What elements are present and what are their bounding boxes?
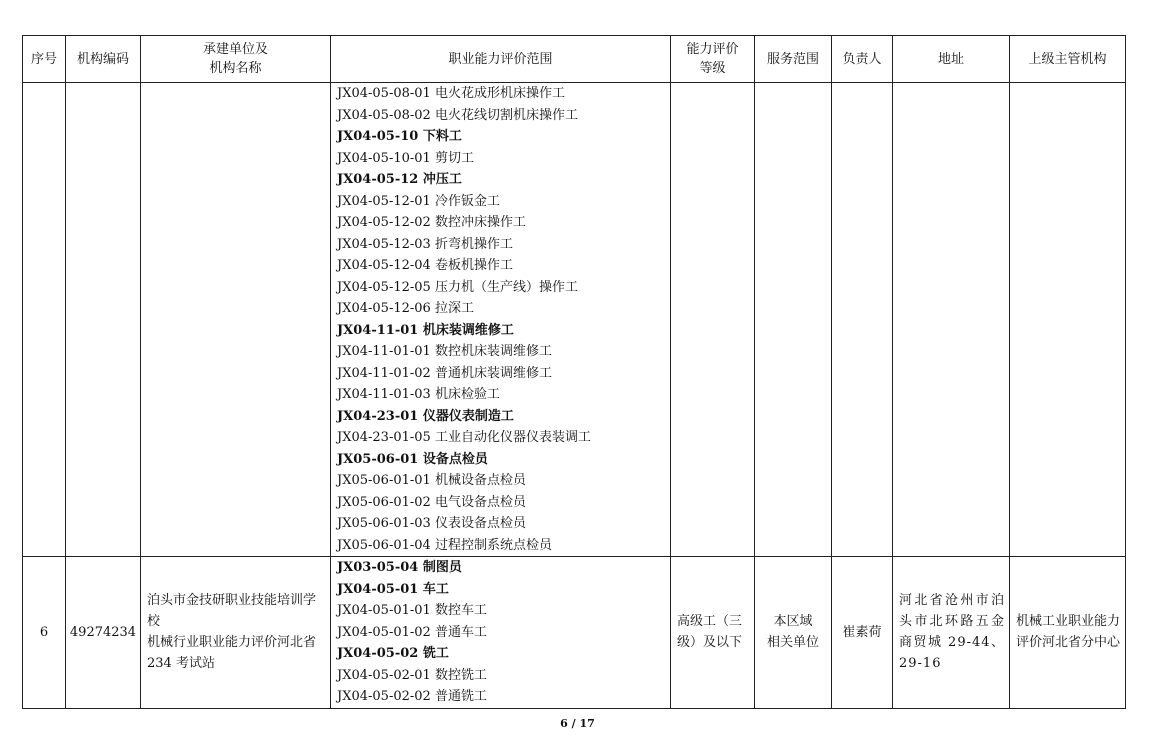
occupation-group: JX04-05-02 铣工 xyxy=(337,646,449,661)
occupation-item: JX04-11-01-03 机床检验工 xyxy=(337,387,500,402)
occupation-item: JX04-05-12-06 拉深工 xyxy=(337,301,474,316)
occupation-group: JX03-05-04 制图员 xyxy=(337,560,462,575)
seq-cell: 6 xyxy=(23,557,66,709)
occupation-item: JX04-23-01-05 工业自动化仪器仪表装调工 xyxy=(337,430,591,445)
evaluation-table xyxy=(22,35,1126,709)
occupation-group: JX04-11-01 机床装调维修工 xyxy=(337,322,514,338)
occupation-item: JX04-05-08-02 电火花线切割机床操作工 xyxy=(337,107,578,123)
header-seq: 序号 xyxy=(23,36,66,83)
empty-cell xyxy=(671,83,755,557)
occupation-item: JX04-11-01-01 数控机床装调维修工 xyxy=(337,344,552,359)
org-cell: 泊头市金技研职业技能培训学校 机械行业职业能力评价河北省 234 考试站 xyxy=(141,557,331,709)
empty-cell xyxy=(893,83,1010,557)
header-service: 服务范围 xyxy=(755,36,832,83)
empty-cell xyxy=(66,83,141,557)
service-cell: 本区域 相关单位 xyxy=(755,557,832,709)
table-row-continued xyxy=(23,83,1126,557)
empty-cell xyxy=(23,83,66,557)
occupation-item: JX04-05-12-03 折弯机操作工 xyxy=(337,236,513,252)
header-org: 承建单位及 机构名称 xyxy=(141,36,331,83)
scope-cell-continued xyxy=(331,83,671,557)
header-scope: 职业能力评价范围 xyxy=(331,36,671,83)
occupation-group: JX04-05-10 下料工 xyxy=(337,129,462,144)
empty-cell xyxy=(832,83,893,557)
scope-cell-6 xyxy=(331,557,671,709)
occupation-item: JX04-05-12-01 冷作钣金工 xyxy=(337,193,500,209)
occupation-group: JX04-05-01 车工 xyxy=(337,581,449,597)
occupation-item: JX04-05-02-01 数控铣工 xyxy=(337,667,487,683)
level-cell: 高级工（三级）及以下 xyxy=(671,557,755,709)
occupation-item: JX05-06-01-03 仪表设备点检员 xyxy=(337,516,526,531)
empty-cell xyxy=(141,83,331,557)
address-cell: 河北省沧州市泊头市北环路五金商贸城 29-44、29-16 xyxy=(893,557,1010,709)
occupation-group: JX04-05-12 冲压工 xyxy=(337,172,462,187)
occupation-item: JX04-05-12-02 数控冲床操作工 xyxy=(337,215,526,230)
occupation-item: JX05-06-01-01 机械设备点检员 xyxy=(337,473,526,488)
empty-cell xyxy=(1010,83,1126,557)
occupation-item: JX04-05-10-01 剪切工 xyxy=(337,150,474,166)
header-superior: 上级主管机构 xyxy=(1010,36,1126,83)
header-level: 能力评价 等级 xyxy=(671,36,755,83)
occupation-item: JX04-11-01-02 普通机床装调维修工 xyxy=(337,365,552,381)
occupation-item: JX04-05-01-01 数控车工 xyxy=(337,603,487,618)
page-number: 6 / 17 xyxy=(560,717,595,730)
header-code: 机构编码 xyxy=(66,36,141,83)
code-cell: 49274234 xyxy=(66,557,141,709)
header-person: 负责人 xyxy=(832,36,893,83)
header-address: 地址 xyxy=(893,36,1010,83)
occupation-group: JX05-06-01 设备点检员 xyxy=(337,451,488,467)
person-cell: 崔素荷 xyxy=(832,557,893,709)
superior-cell: 机械工业职业能力评价河北省分中心 xyxy=(1010,557,1126,709)
occupation-item: JX04-05-12-05 压力机（生产线）操作工 xyxy=(337,279,578,295)
header-row xyxy=(23,36,1126,83)
occupation-item: JX05-06-01-04 过程控制系统点检员 xyxy=(337,537,552,553)
empty-cell xyxy=(755,83,832,557)
occupation-item: JX04-05-02-02 普通铣工 xyxy=(337,689,487,704)
occupation-item: JX04-05-01-02 普通车工 xyxy=(337,624,487,640)
occupation-item: JX04-05-08-01 电火花成形机床操作工 xyxy=(337,86,565,101)
table-row-6 xyxy=(23,557,1126,709)
occupation-group: JX04-23-01 仪器仪表制造工 xyxy=(337,408,514,424)
occupation-item: JX04-05-12-04 卷板机操作工 xyxy=(337,258,513,273)
occupation-item: JX05-06-01-02 电气设备点检员 xyxy=(337,494,526,510)
